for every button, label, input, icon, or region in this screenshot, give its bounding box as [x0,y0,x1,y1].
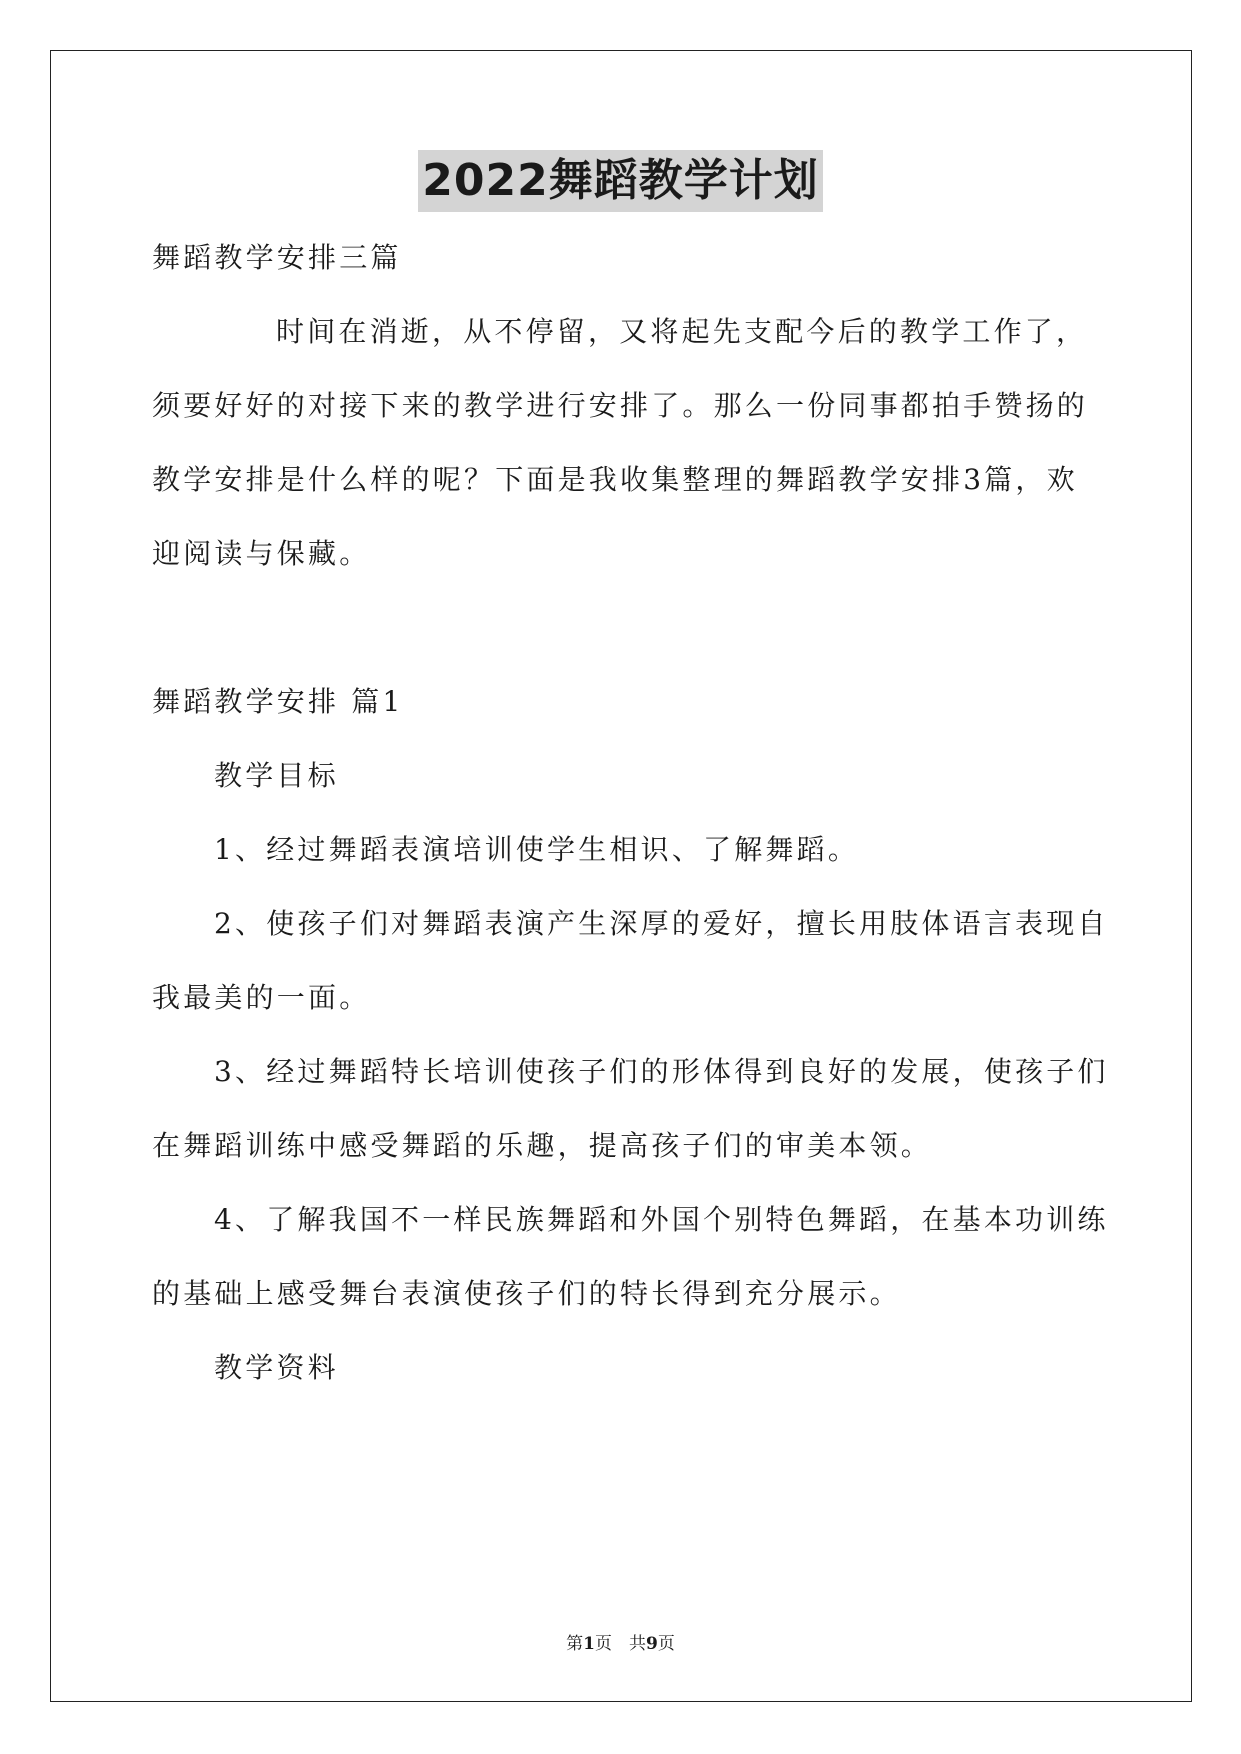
goal-2-line-1: 2、使孩子们对舞蹈表演产生深厚的爱好，擅长用肢体语言表现自 [214,907,1109,940]
footer-prefix: 第 [566,1634,584,1654]
intro-line-4: 迎阅读与保藏。 [152,537,371,570]
footer-suffix: 页 [657,1634,675,1654]
subtitle-line: 舞蹈教学安排三篇 [152,241,402,274]
goal-1-line: 1、经过舞蹈表演培训使学生相识、了解舞蹈。 [214,833,860,866]
subheading-materials: 教学资料 [214,1351,339,1384]
footer-total-pages: 9 [646,1634,658,1654]
goal-3-line-2: 在舞蹈训练中感受舞蹈的乐趣，提高孩子们的审美本领。 [152,1129,933,1162]
footer-mid: 页 共 [595,1634,646,1654]
subheading-goals: 教学目标 [214,759,339,792]
page-border [50,50,1192,1702]
footer-current-page: 1 [583,1634,595,1654]
goal-2-line-2: 我最美的一面。 [152,981,371,1014]
goal-4-line-2: 的基础上感受舞台表演使孩子们的特长得到充分展示。 [152,1277,901,1310]
section-heading: 舞蹈教学安排 篇1 [152,685,404,718]
intro-line-3: 教学安排是什么样的呢？下面是我收集整理的舞蹈教学安排3篇，欢 [152,463,1078,496]
goal-4-line-1: 4、了解我国不一样民族舞蹈和外国个别特色舞蹈，在基本功训练 [214,1203,1109,1236]
intro-line-1: 时间在消逝，从不停留，又将起先支配今后的教学工作了， [276,315,1088,348]
goal-3-line-1: 3、经过舞蹈特长培训使孩子们的形体得到良好的发展，使孩子们 [214,1055,1109,1088]
page-footer [0,1632,1241,1656]
document-title: 2022舞蹈教学计划 [418,150,822,212]
intro-line-2: 须要好好的对接下来的教学进行安排了。那么一份同事都拍手赞扬的 [152,389,1089,422]
title-container [0,150,1241,212]
